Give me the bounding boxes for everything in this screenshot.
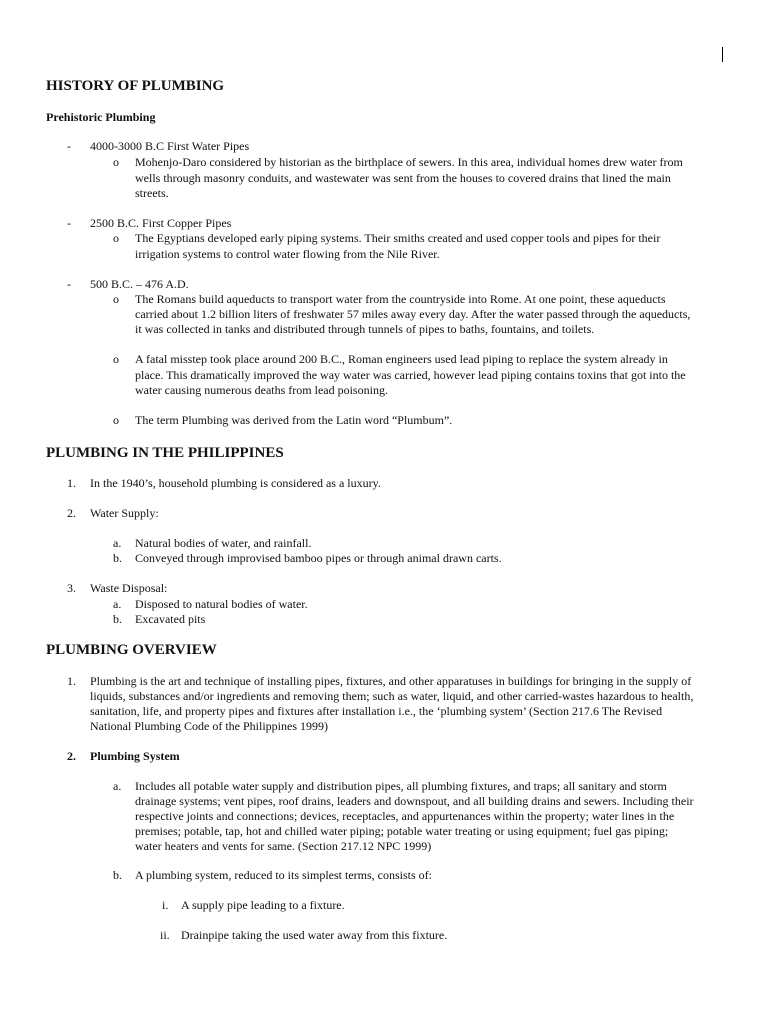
bullet-marker: o bbox=[113, 352, 119, 366]
list-item-heading: 500 B.C. – 476 A.D. bbox=[90, 277, 189, 291]
bullet-marker: o bbox=[113, 292, 119, 306]
paragraph-line: Mohenjo-Daro considered by historian as the birthplace of sewers. In this area, individual homes drew water from bbox=[135, 155, 683, 169]
section-title-philippines: PLUMBING IN THE PHILIPPINES bbox=[46, 445, 284, 461]
paragraph-line: water heaters and vents for same. (Section 217.12 NPC 1999) bbox=[135, 839, 432, 853]
paragraph-line: The Romans build aqueducts to transport water from the countryside into Rome. At one point, these aqueducts bbox=[135, 292, 666, 306]
list-number: 2. bbox=[67, 506, 76, 520]
paragraph-line: water causing numerous deaths from lead poisoning. bbox=[135, 383, 388, 397]
list-item: Water Supply: bbox=[90, 506, 159, 520]
list-item: Drainpipe taking the used water away from this fixture. bbox=[181, 928, 448, 942]
text-cursor bbox=[722, 47, 723, 62]
list-item: In the 1940’s, household plumbing is considered as a luxury. bbox=[90, 476, 381, 490]
list-number: 1. bbox=[67, 674, 76, 688]
list-letter: a. bbox=[113, 536, 122, 550]
list-item-heading: 2500 B.C. First Copper Pipes bbox=[90, 216, 232, 230]
paragraph-line: The term Plumbing was derived from the Latin word “Plumbum”. bbox=[135, 413, 453, 427]
section-title-history: HISTORY OF PLUMBING bbox=[46, 78, 225, 94]
list-item-heading: Plumbing System bbox=[90, 749, 180, 763]
list-roman: i. bbox=[162, 898, 169, 912]
list-letter: a. bbox=[113, 779, 122, 793]
paragraph-line: irrigation systems to control water flowing from the Nile River. bbox=[135, 247, 440, 261]
list-letter: b. bbox=[113, 868, 122, 882]
list-item: Natural bodies of water, and rainfall. bbox=[135, 536, 312, 550]
dash-marker: - bbox=[67, 277, 71, 291]
dash-marker: - bbox=[67, 216, 71, 230]
list-item: A supply pipe leading to a fixture. bbox=[181, 898, 345, 912]
list-item: Excavated pits bbox=[135, 612, 206, 626]
subsection-title-prehistoric: Prehistoric Plumbing bbox=[46, 110, 156, 124]
paragraph-line: carried about 1.2 billion liters of freshwater 57 miles away every day. After the water passed through the aqueducts, bbox=[135, 307, 691, 321]
paragraph-line: A fatal misstep took place around 200 B.C., Roman engineers used lead piping to replace the system already in bbox=[135, 352, 668, 366]
list-item: Conveyed through improvised bamboo pipes or through animal drawn carts. bbox=[135, 551, 502, 565]
paragraph-line: Includes all potable water supply and distribution pipes, all plumbing fixtures, and traps; all sanitary and storm bbox=[135, 779, 667, 793]
paragraph-line: place. This dramatically improved the way water was carried, however lead piping contains toxins that got into the bbox=[135, 368, 686, 382]
paragraph-line: Plumbing is the art and technique of installing pipes, fixtures, and other apparatuses in buildings for bringing in the supply of bbox=[90, 674, 692, 688]
list-item-heading: 4000-3000 B.C First Water Pipes bbox=[90, 139, 250, 153]
list-letter: b. bbox=[113, 612, 122, 626]
list-number: 3. bbox=[67, 581, 76, 595]
paragraph-line: sanitation, life, and property pipes and fixtures after installation i.e., the ‘plumbing system’ (Section 217.6 The Revised bbox=[90, 704, 663, 718]
list-letter: b. bbox=[113, 551, 122, 565]
section-title-overview: PLUMBING OVERVIEW bbox=[46, 642, 217, 658]
paragraph-line: it was collected in tanks and distributed through tunnels of pipes to baths, fountains, and toilets. bbox=[135, 322, 595, 336]
list-number: 2. bbox=[67, 749, 76, 763]
paragraph-line: liquids, substances and/or ingredients and removing them; such as water, liquid, and other carried-wastes hazardous to health, bbox=[90, 689, 694, 703]
paragraph-line: A plumbing system, reduced to its simplest terms, consists of: bbox=[135, 868, 432, 882]
paragraph-line: wells through masonry conduits, and wastewater was sent from the houses to covered drains that lined the main bbox=[135, 171, 671, 185]
dash-marker: - bbox=[67, 139, 71, 153]
paragraph-line: streets. bbox=[135, 186, 169, 200]
paragraph-line: The Egyptians developed early piping systems. Their smiths created and used copper tools and pipes for their bbox=[135, 231, 661, 245]
paragraph-line: drainage systems; vent pipes, roof drains, leaders and downspout, and all building drains and sewers. Including their bbox=[135, 794, 694, 808]
bullet-marker: o bbox=[113, 413, 119, 427]
bullet-marker: o bbox=[113, 231, 119, 245]
list-roman: ii. bbox=[160, 928, 170, 942]
list-item: Disposed to natural bodies of water. bbox=[135, 597, 308, 611]
list-letter: a. bbox=[113, 597, 122, 611]
list-item: Waste Disposal: bbox=[90, 581, 168, 595]
list-number: 1. bbox=[67, 476, 76, 490]
paragraph-line: premises; potable, tap, hot and chilled water piping; potable water treating or using equipment; fuel gas piping; bbox=[135, 824, 669, 838]
bullet-marker: o bbox=[113, 155, 119, 169]
paragraph-line: National Plumbing Code of the Philippines 1999) bbox=[90, 719, 328, 733]
paragraph-line: respective joints and connections; devices, receptacles, and appurtenances within the property; water lines in the bbox=[135, 809, 675, 823]
